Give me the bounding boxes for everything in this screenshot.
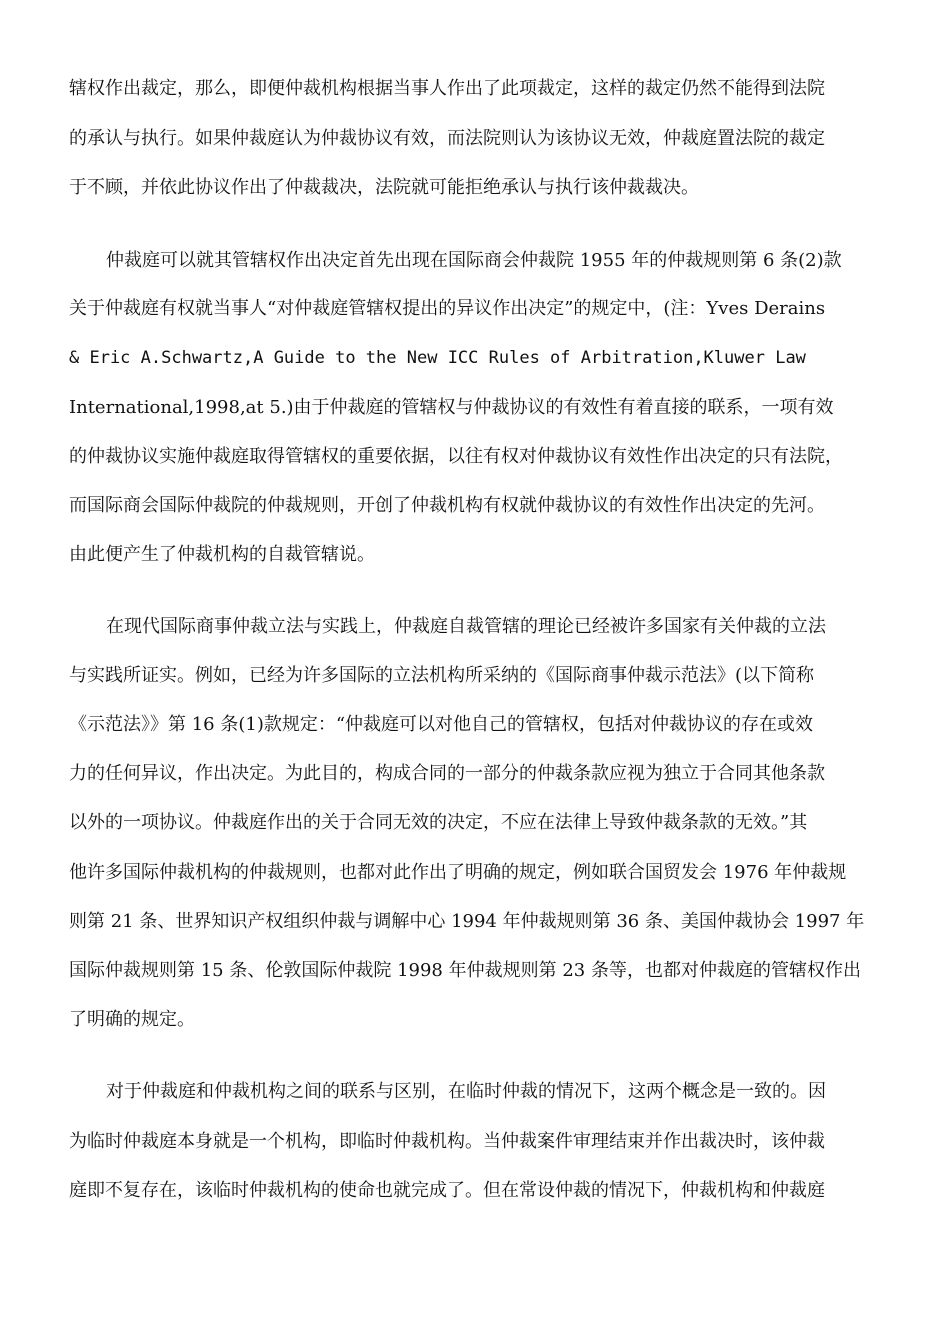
text-line: 国际仲裁规则第 15 条、伦敦国际仲裁院 1998 年仲裁规则第 23 条等，也都对仲裁庭的管辖权作出 [69,960,861,981]
text-line: 力的任何异议，作出决定。为此目的，构成合同的一部分的仲裁条款应视为独立于合同其他条款 [69,763,825,784]
text-line: & Eric A.Schwartz,A Guide to the New ICC Rules of Arbitration,Kluwer Law [69,348,806,368]
text-line: 而国际商会国际仲裁院的仲裁规则，开创了仲裁机构有权就仲裁协议的有效性作出决定的先河。 [69,495,825,516]
text-line: 在现代国际商事仲裁立法与实践上，仲裁庭自裁管辖的理论已经被许多国家有关仲裁的立法 [106,616,826,637]
text-line: 的承认与执行。如果仲裁庭认为仲裁协议有效，而法院则认为该协议无效，仲裁庭置法院的裁定 [69,128,825,149]
text-line: 关于仲裁庭有权就当事人“对仲裁庭管辖权提出的异议作出决定”的规定中，(注：Yves Derains [69,298,826,319]
text-line: 由此便产生了仲裁机构的自裁管辖说。 [69,544,375,565]
text-line: 则第 21 条、世界知识产权组织仲裁与调解中心 1994 年仲裁规则第 36 条、美国仲裁协会 1997 年 [69,911,865,932]
text-line: 与实践所证实。例如，已经为许多国际的立法机构所采纳的《国际商事仲裁示范法》(以下简称 [69,665,815,686]
text-line: International,1998,at 5.)由于仲裁庭的管辖权与仲裁协议的有效性有着直接的联系，一项有效 [69,397,834,418]
text-line: 仲裁庭可以就其管辖权作出决定首先出现在国际商会仲裁院 1955 年的仲裁规则第 6 条(2)款 [106,250,842,271]
text-line: 他许多国际仲裁机构的仲裁规则，也都对此作出了明确的规定，例如联合国贸发会 1976 年仲裁规 [69,862,847,883]
text-line: 庭即不复存在，该临时仲裁机构的使命也就完成了。但在常设仲裁的情况下，仲裁机构和仲裁庭 [69,1180,825,1201]
text-line: 为临时仲裁庭本身就是一个机构，即临时仲裁机构。当仲裁案件审理结束并作出裁决时，该仲裁 [69,1131,825,1152]
text-line: 的仲裁协议实施仲裁庭取得管辖权的重要依据，以往有权对仲裁协议有效性作出决定的只有法院， [69,446,843,467]
text-line: 对于仲裁庭和仲裁机构之间的联系与区别，在临时仲裁的情况下，这两个概念是一致的。因 [106,1081,826,1102]
text-line: 以外的一项协议。仲裁庭作出的关于合同无效的决定，不应在法律上导致仲裁条款的无效。”其 [69,812,808,833]
text-line: 辖权作出裁定，那么，即便仲裁机构根据当事人作出了此项裁定，这样的裁定仍然不能得到法院 [69,78,825,99]
text-line: 于不顾，并依此协议作出了仲裁裁决，法院就可能拒绝承认与执行该仲裁裁决。 [69,177,699,198]
text-line: 《示范法》》第 16 条(1)款规定：“仲裁庭可以对他自己的管辖权，包括对仲裁协议的存在或效 [69,714,814,735]
text-line: 了明确的规定。 [69,1009,195,1030]
